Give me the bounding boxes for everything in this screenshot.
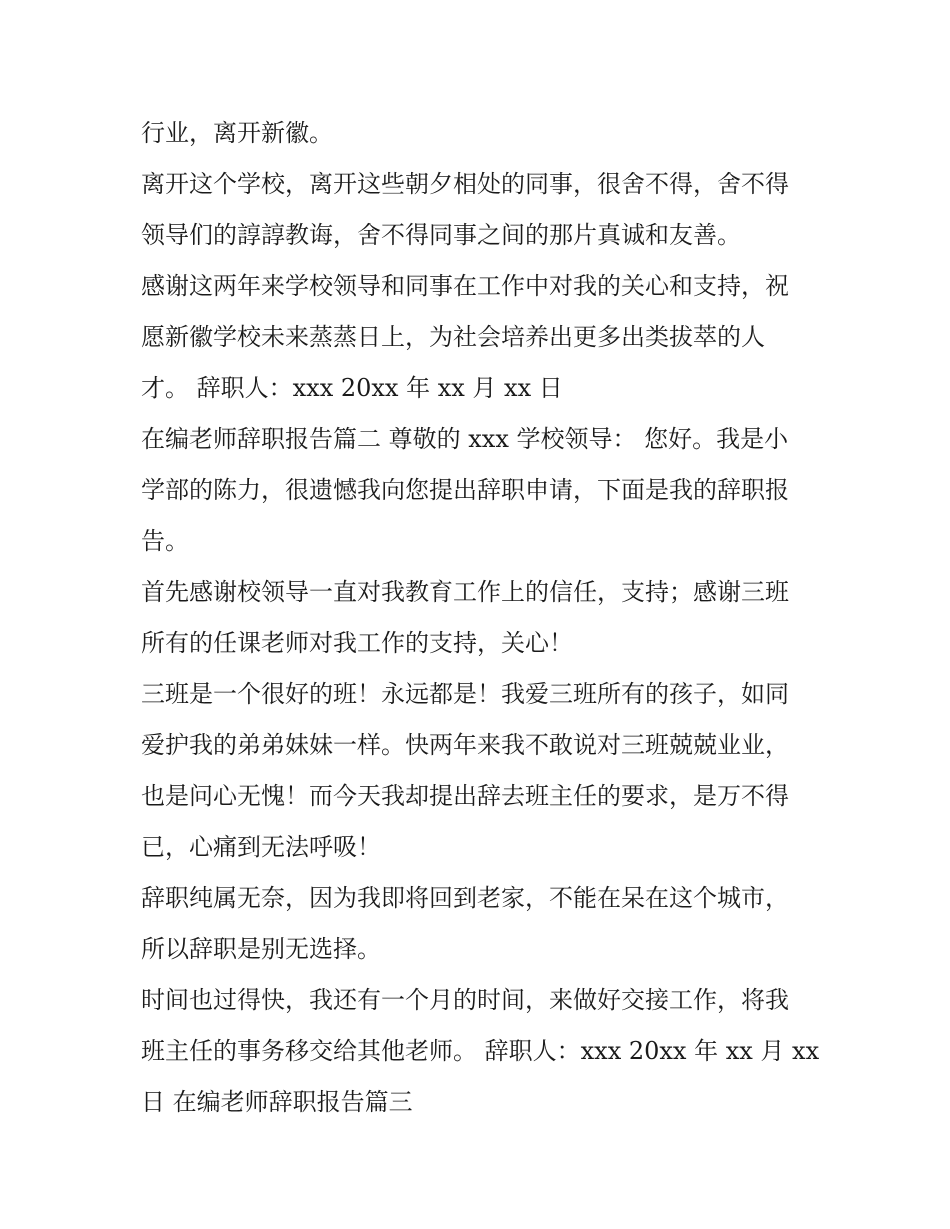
text-line: 感谢这两年来学校领导和同事在工作中对我的关心和支持，祝	[141, 272, 789, 300]
text-line: 辞职纯属无奈，因为我即将回到老家，不能在呆在这个城市，	[141, 884, 789, 912]
text-line: 三班是一个很好的班！永远都是！我爱三班所有的孩子，如同	[141, 680, 789, 708]
text-line: 所以辞职是别无选择。	[141, 935, 381, 963]
text-line: 领导们的諄諄教诲，舍不得同事之间的那片真诚和友善。	[141, 221, 741, 249]
text-line: 爱护我的弟弟妹妹一样。快两年来我不敢说对三班兢兢业业，	[141, 731, 789, 759]
text-line: 告。	[141, 527, 189, 555]
document-body	[141, 108, 820, 1128]
text-line: 行业，离开新徽。	[141, 119, 333, 147]
text-line: 也是问心无愧！而今天我却提出辞去班主任的要求，是万不得	[141, 782, 789, 810]
text-line: 日 在编老师辞职报告篇三	[141, 1088, 413, 1116]
text-line: 首先感谢校领导一直对我教育工作上的信任，支持；感谢三班	[141, 578, 789, 606]
text-line: 在编老师辞职报告篇二 尊敬的 xxx 学校领导： 您好。我是小	[141, 425, 789, 453]
text-line: 已，心痛到无法呼吸！	[141, 833, 381, 861]
text-line: 学部的陈力，很遗憾我向您提出辞职申请，下面是我的辞职报	[141, 476, 789, 504]
text-line: 愿新徽学校未来蒸蒸日上，为社会培养出更多出类拔萃的人	[141, 323, 765, 351]
text-line: 班主任的事务移交给其他老师。 辞职人：xxx 20xx 年 xx 月 xx	[141, 1037, 820, 1065]
text-line: 所有的任课老师对我工作的支持，关心！	[141, 629, 573, 657]
text-line: 离开这个学校，离开这些朝夕相处的同事，很舍不得，舍不得	[141, 170, 789, 198]
text-line: 时间也过得快，我还有一个月的时间，来做好交接工作，将我	[141, 986, 789, 1014]
text-line: 才。 辞职人：xxx 20xx 年 xx 月 xx 日	[141, 374, 563, 402]
